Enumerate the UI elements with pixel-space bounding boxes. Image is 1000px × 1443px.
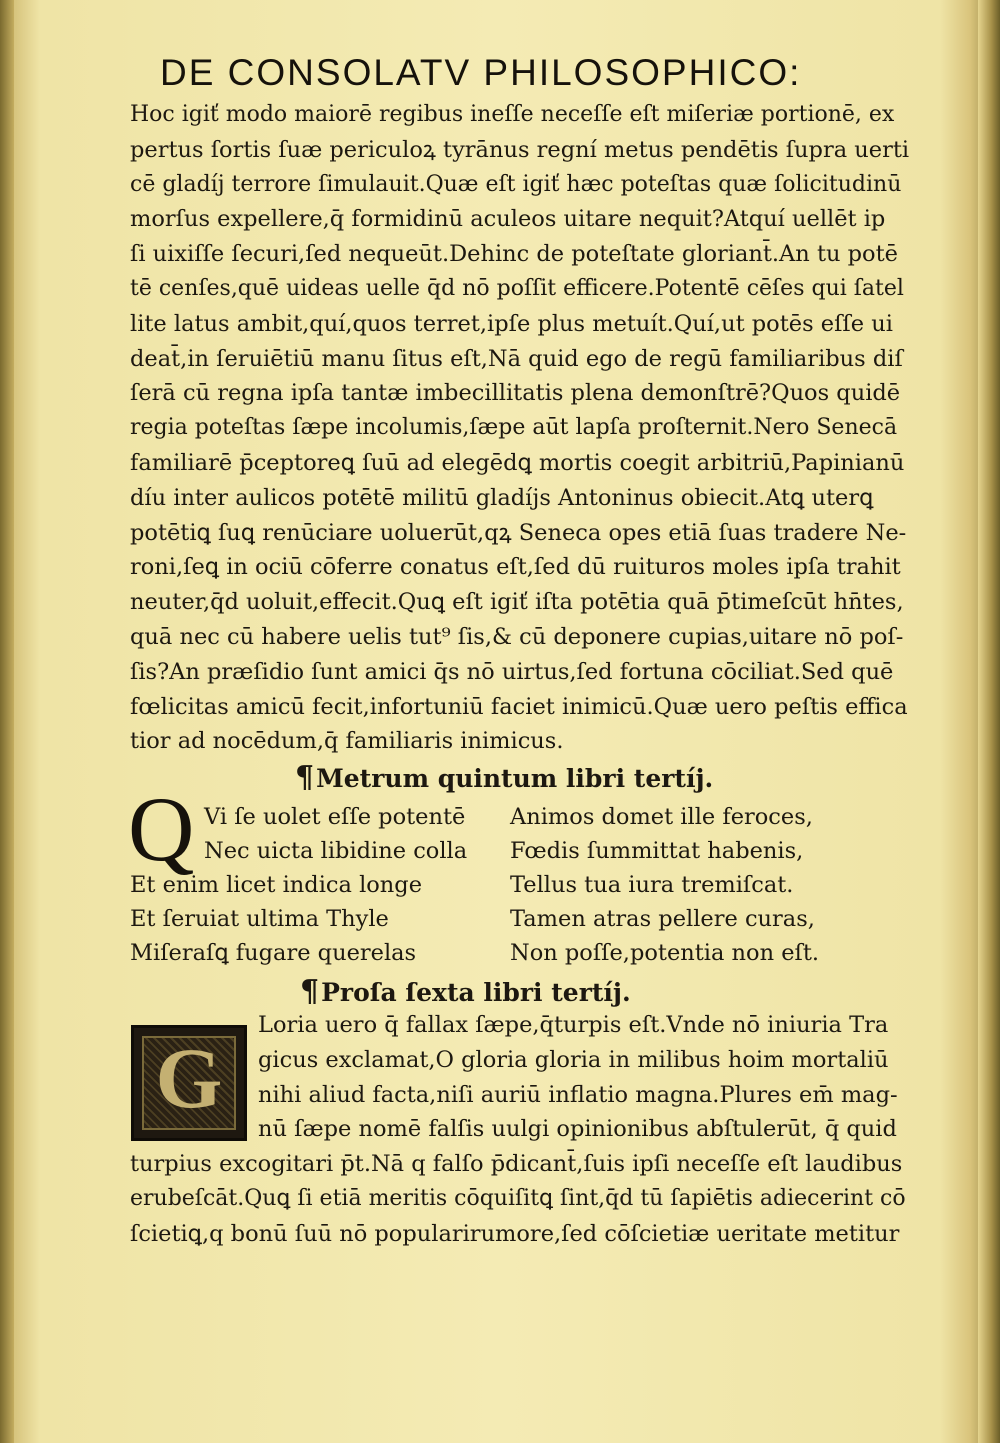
verse-column-left — [204, 800, 467, 868]
verse-column-right — [510, 800, 819, 970]
text-line: potētiꝗ ſuꝗ renūciare uoluerūt,qꝝ Seneca opes etiā ſuas tradere Ne- — [130, 519, 907, 546]
metrum-heading-text: Metrum quintum libri tertíj. — [316, 764, 714, 793]
prose-block-2-indented — [258, 1008, 908, 1147]
page-edge — [978, 0, 1000, 1443]
prosa-heading — [300, 974, 631, 1009]
verse-line: Animos domet ille feroces, — [510, 804, 813, 830]
text-line: erubeſcāt.Quꝗ ſi etiā meritis cōquiſitꝗ ſint,q̄d tū ſapiētis adiecerint cō — [130, 1185, 906, 1211]
text-line: díu inter aulicos potētē militū gladíjs Antoninus obiecit.Atꝗ uterꝗ — [130, 484, 874, 511]
prosa-heading-text: Proſa ſexta libri tertíj. — [321, 978, 631, 1007]
text-line: nihi aliud facta,niſi auriū inflatio magna.Plures em̄ mag- — [258, 1081, 898, 1108]
text-line: gicus exclamat,O gloria gloria in milibus hoim mortaliū — [258, 1046, 889, 1073]
text-line: familiarē p̄ceptoreꝗ ſuū ad elegēdꝗ mortis coegit arbitriū,Papinianū — [130, 449, 905, 476]
text-line: tē cenſes,quē uideas uelle q̄d nō poſſit efficere.Potentē cēſes qui ſatel — [130, 275, 904, 301]
text-line: Loria uero q̄ fallax ſæpe,q̄turpis eſt.Vnde nō iniuria Tra — [258, 1012, 889, 1038]
text-line: nū ſæpe nomē falſis uulgi opinionibus abſtulerūt, q̄ quid — [258, 1116, 897, 1143]
text-line: quā nec cū habere uelis tut⁹ ſis,& cū deponere cupias,uitare nō poſ- — [130, 623, 904, 650]
text-line: deat̄,in ſeruiētiū manu ſitus eſt,Nā quid ego de regū familiaribus diſ — [130, 345, 903, 372]
text-line: cē gladíj terrore ſimulauit.Quæ eſt igiť hæc poteſtas quæ ſolicitudinū — [130, 171, 902, 197]
page-gutter — [0, 0, 14, 1443]
text-line: neuter,q̄d uoluit,effecit.Quꝗ eſt igiť iſta potētia quā p̄timeſcūt hn̄tes, — [130, 589, 904, 616]
text-line: turpius excogitari p̄t.Nā q falſo p̄dicant̄,ſuis ipſi neceſſe eſt laudibus — [130, 1151, 903, 1177]
verse-line: Non poſſe,potentia non eſt. — [510, 940, 820, 966]
verse-column-left-continued — [130, 868, 422, 970]
verse-line: Vi ſe uolet eſſe potentē — [204, 804, 466, 830]
metrum-heading — [295, 760, 713, 795]
text-line: Hoc igiť modo maiorē regibus ineſſe neceſſe eſt miſeriæ portionē, ex — [130, 102, 895, 127]
pilcrow-icon: ¶ — [300, 974, 320, 1009]
text-line: ſcietiꝗ,q bonū ſuū nō popularirumore,ſed cōſcietiæ ueritate metitur — [130, 1220, 900, 1247]
text-line: roni,ſeꝗ in ociū cōferre conatus eſt,ſed dū ruituros moles ipſa trahit — [130, 554, 901, 581]
verse-line: Nec uicta libidine colla — [204, 838, 468, 864]
text-line: ſi uixiſſe ſecuri,ſed nequeūt.Dehinc de poteſtate gloriant̄.An tu potē — [130, 241, 898, 268]
drop-initial: Q — [128, 778, 195, 880]
verse-line: Fœdis ſummittat habenis, — [510, 838, 804, 864]
text-line: ſerā cū regna ipſa tantæ imbecillitatis plena demonſtrē?Quos quidē — [130, 380, 901, 407]
text-line: tior ad nocēdum,q̄ familiaris inimicus. — [130, 728, 564, 755]
running-header: DE CONSOLATV PHILOSOPHICO: — [160, 52, 802, 93]
text-line: morſus expellere,q̄ formidinū aculeos uitare nequit?Atquí uellēt ip — [130, 206, 886, 233]
woodcut-letter: G — [155, 1030, 223, 1126]
text-line: ſis?An præſidio ſunt amici q̄s nō uirtus,ſed fortuna cōciliat.Sed quē — [130, 658, 894, 685]
pilcrow-icon: ¶ — [295, 760, 315, 795]
verse-line: Et ſeruiat ultima Thyle — [130, 906, 389, 932]
woodcut-initial — [131, 1025, 247, 1141]
prose-block-1 — [130, 98, 910, 759]
text-line: lite latus ambit,quí,quos terret,ipſe plus metuít.Quí,ut potēs eſſe ui — [130, 310, 893, 337]
text-line: pertus ſortis ſuæ periculoꝝ tyrānus regní metus pendētis ſupra uerti — [130, 136, 910, 163]
verse-line: Et enim licet indica longe — [130, 872, 423, 898]
text-line: fœlicitas amicū fecit,infortuniū faciet inimicū.Quæ uero peſtis effica — [130, 693, 908, 720]
text-line: regia poteſtas ſæpe incolumis,ſæpe aūt lapſa proſternit.Nero Senecā — [130, 415, 898, 441]
verse-line: Tellus tua iura tremiſcat. — [510, 872, 794, 898]
verse-line: Tamen atras pellere curas, — [510, 906, 815, 932]
prose-block-2-full — [130, 1147, 910, 1251]
verse-line: Miſeraſꝗ fugare querelas — [130, 940, 417, 966]
